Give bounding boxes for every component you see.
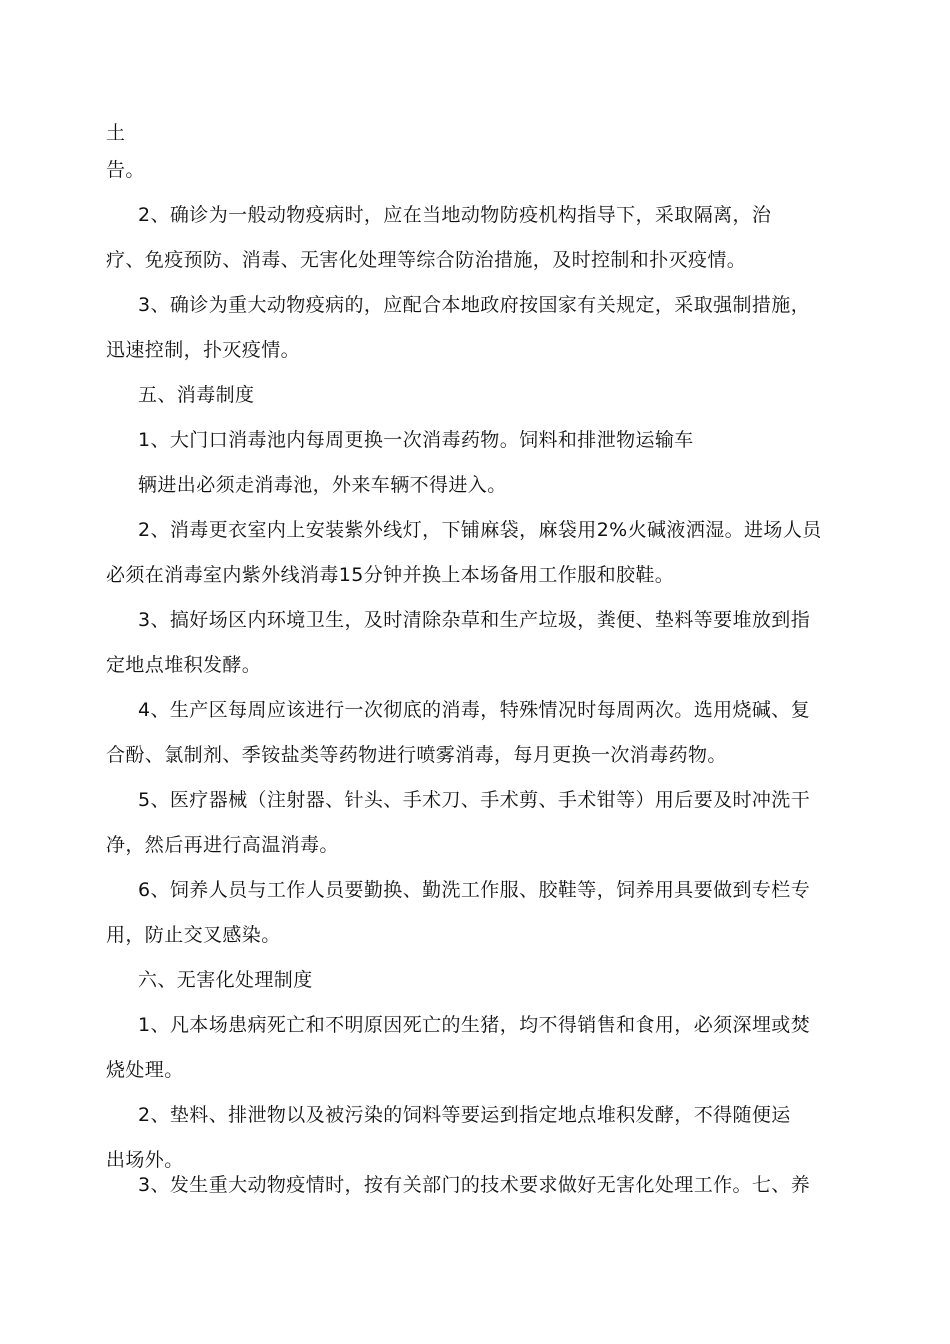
text-line-11: 必须在消毒室内紫外线消毒15分钟并换上本场备用工作服和胶鞋。 [106, 564, 675, 586]
text-line-22: 烧处理。 [106, 1059, 184, 1081]
text-line-16: 5、医疗器械（注射器、针头、手术刀、手术剪、手术钳等）用后要及时冲洗干 [138, 789, 811, 811]
text-line-25: 3、发生重大动物疫情时，按有关部门的技术要求做好无害化处理工作。七、养 [138, 1174, 811, 1196]
text-line-21: 1、凡本场患病死亡和不明原因死亡的生猪，均不得销售和食用，必须深埋或焚 [138, 1014, 811, 1036]
text-line-4: 疗、免疫预防、消毒、无害化处理等综合防治措施，及时控制和扑灭疫情。 [106, 249, 747, 271]
text-line-18: 6、饲养人员与工作人员要勤换、勤洗工作服、胶鞋等，饲养用具要做到专栏专 [138, 879, 811, 901]
text-line-6: 迅速控制，扑灭疫情。 [106, 339, 301, 361]
section-heading-disinfection: 五、消毒制度 [138, 384, 255, 406]
text-line-24: 出场外。 [106, 1149, 184, 1171]
text-line-13: 定地点堆积发酵。 [106, 654, 262, 676]
text-line-12: 3、搞好场区内环境卫生，及时清除杂草和生产垃圾，粪便、垫料等要堆放到指 [138, 609, 811, 631]
text-line-5: 3、确诊为重大动物疫病的，应配合本地政府按国家有关规定，采取强制措施， [138, 294, 811, 316]
text-line-10: 2、消毒更衣室内上安装紫外线灯，下铺麻袋，麻袋用2%火碱液洒湿。进场人员 [138, 519, 822, 541]
text-line-9: 辆进出必须走消毒池，外来车辆不得进入。 [138, 474, 507, 496]
text-line-15: 合酚、氯制剂、季铵盐类等药物进行喷雾消毒，每月更换一次消毒药物。 [106, 744, 727, 766]
text-line-14: 4、生产区每周应该进行一次彻底的消毒，特殊情况时每周两次。选用烧碱、复 [138, 699, 811, 721]
text-line-23: 2、垫料、排泄物以及被污染的饲料等要运到指定地点堆积发酵，不得随便运 [138, 1104, 791, 1126]
text-line-1: 土 [106, 122, 126, 144]
text-line-19: 用，防止交叉感染。 [106, 924, 281, 946]
section-heading-harmless-treatment: 六、无害化处理制度 [138, 969, 313, 991]
text-line-3: 2、确诊为一般动物疫病时，应在当地动物防疫机构指导下，采取隔离，治 [138, 204, 772, 226]
text-line-2: 告。 [106, 159, 145, 181]
text-line-17: 净，然后再进行高温消毒。 [106, 834, 339, 856]
text-line-8: 1、大门口消毒池内每周更换一次消毒药物。饲料和排泄物运输车 [138, 429, 694, 451]
